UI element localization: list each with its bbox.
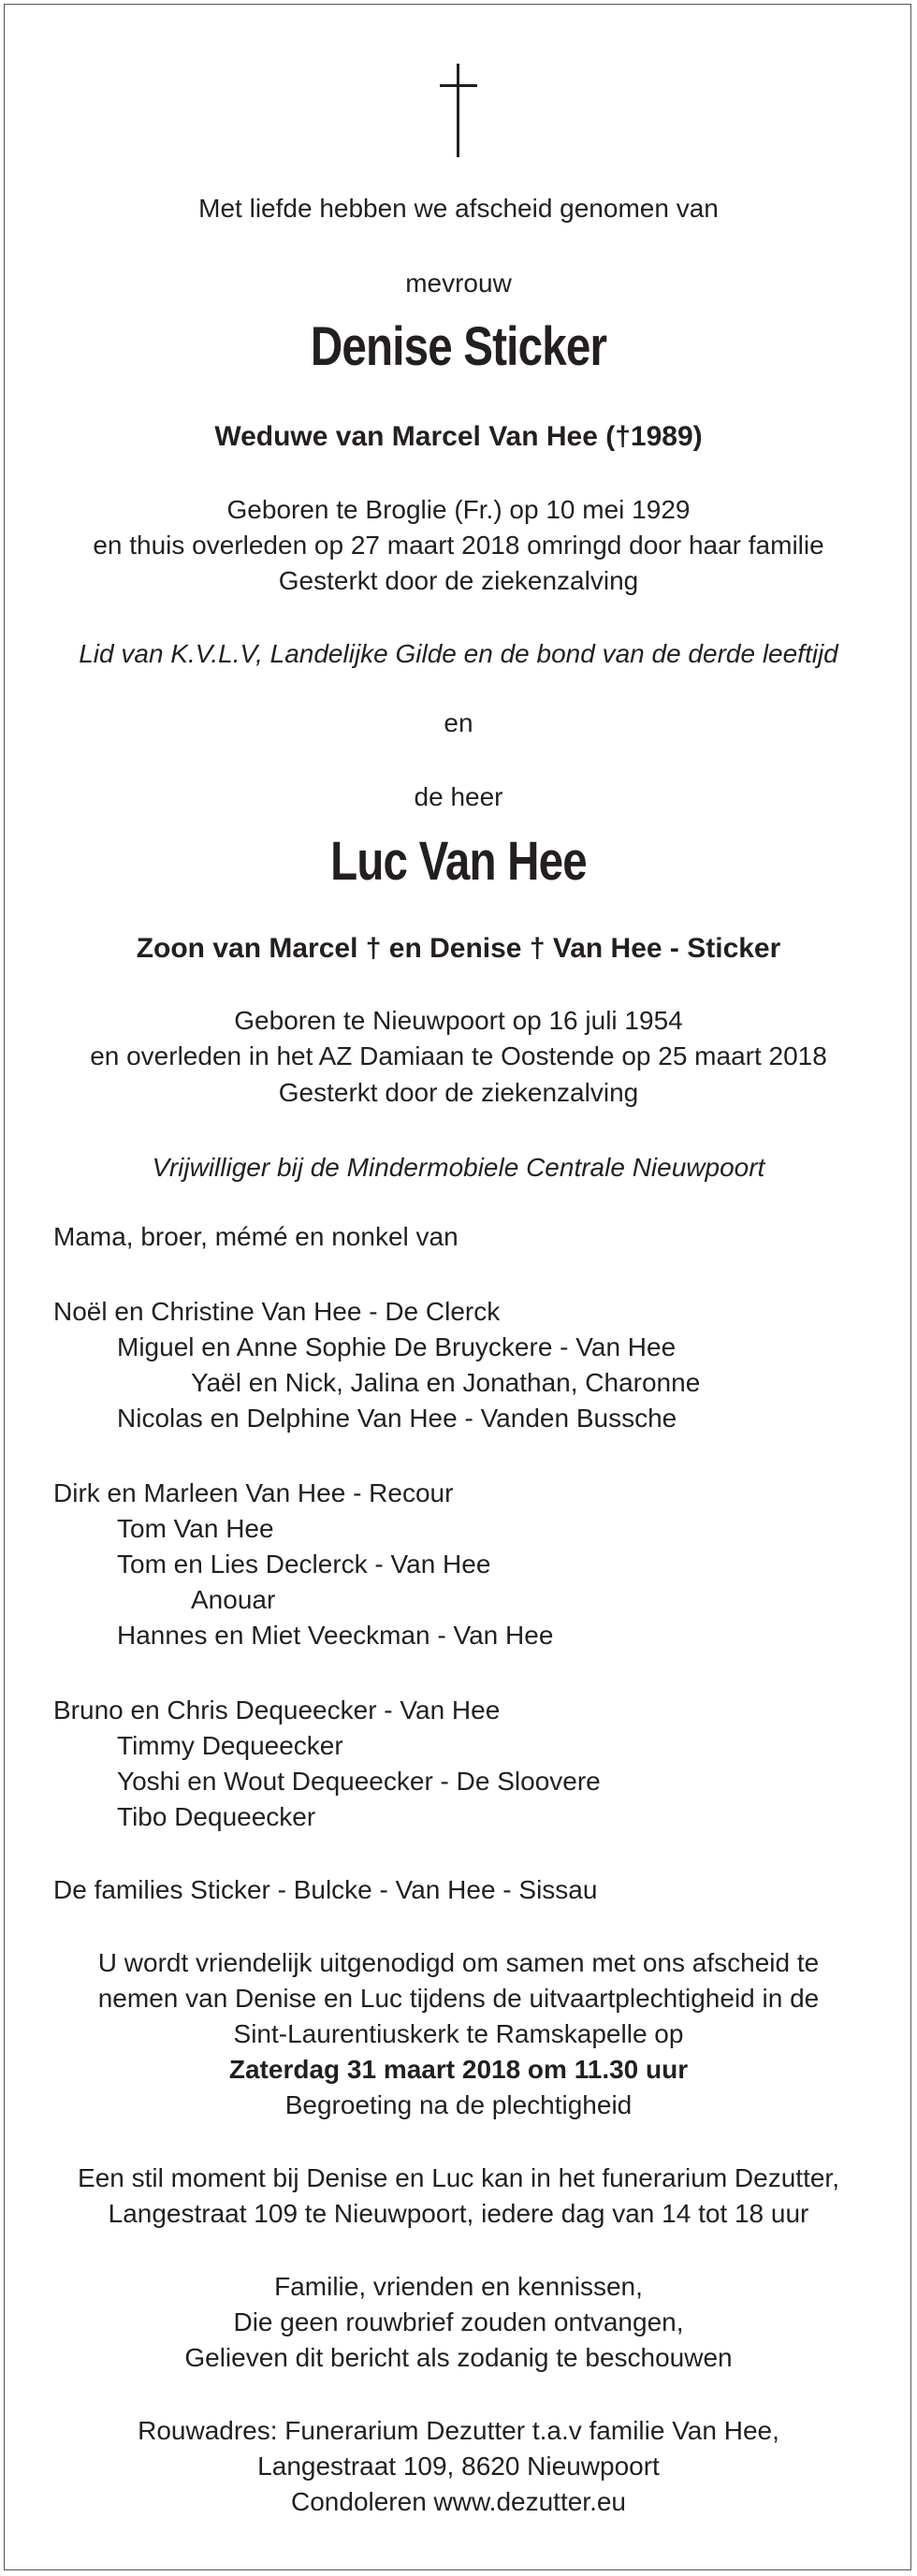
family-member: Timmy Dequeecker	[117, 1731, 343, 1760]
family-member: Bruno en Chris Dequeecker - Van Hee	[53, 1696, 501, 1725]
funeral-home-line: Een stil moment bij Denise en Luc kan in het funerarium Dezutter,	[78, 2163, 839, 2192]
funeral-home-line: Langestraat 109 te Nieuwpoort, iedere dag van 14 tot 18 uur	[108, 2199, 809, 2228]
person1-died: en thuis overleden op 27 maart 2018 omringd door haar familie	[93, 531, 824, 560]
invitation-line: nemen van Denise en Luc tijdens de uitvaartplechtigheid in de	[97, 1984, 820, 2013]
family-member: Hannes en Miet Veeckman - Van Hee	[117, 1621, 554, 1650]
person2-name: Luc Van Hee	[330, 831, 587, 892]
notice-line: Familie, vrienden en kennissen,	[274, 2272, 643, 2301]
family-intro: Mama, broer, mémé en nonkel van	[53, 1222, 458, 1251]
family-member: Tom en Lies Declerck - Van Hee	[117, 1550, 491, 1579]
invitation-line: Sint-Laurentiuskerk te Ramskapelle op	[233, 2019, 684, 2048]
invitation-line: U wordt vriendelijk uitgenodigd om samen met ons afscheid te	[97, 1948, 820, 1977]
greeting-line: Begroeting na de plechtigheid	[284, 2090, 633, 2119]
family-member: Yoshi en Wout Dequeecker - De Sloovere	[117, 1767, 601, 1796]
person1-sacrament: Gesterkt door de ziekenzalving	[278, 566, 639, 595]
address-line: Rouwadres: Funerarium Dezutter t.a.v familie Van Hee,	[138, 2416, 779, 2445]
person2-sacrament: Gesterkt door de ziekenzalving	[278, 1078, 639, 1107]
condolence-link[interactable]: Condoleren www.dezutter.eu	[291, 2487, 626, 2516]
person1-title: mevrouw	[405, 269, 512, 298]
family-member: Tom Van Hee	[117, 1514, 274, 1543]
connector-text: en	[444, 708, 473, 737]
person1-note: Lid van K.V.L.V, Landelijke Gilde en de bond van de derde leeftijd	[79, 639, 838, 668]
person2-died: en overleden in het AZ Damiaan te Oostende op 25 maart 2018	[90, 1041, 827, 1070]
family-member: Dirk en Marleen Van Hee - Recour	[53, 1478, 454, 1507]
family-member: Tibo Dequeecker	[117, 1802, 316, 1831]
notice-line: Gelieven dit bericht als zodanig te beschouwen	[184, 2343, 733, 2372]
funeral-date: Zaterdag 31 maart 2018 om 11.30 uur	[228, 2055, 689, 2084]
notice-line: Die geen rouwbrief zouden ontvangen,	[233, 2307, 684, 2336]
family-member: Nicolas en Delphine Van Hee - Vanden Bussche	[117, 1404, 677, 1433]
person2-born: Geboren te Nieuwpoort op 16 juli 1954	[234, 1006, 683, 1035]
address-line: Langestraat 109, 8620 Nieuwpoort	[257, 2452, 660, 2481]
person1-name: Denise Sticker	[310, 316, 607, 377]
family-member: Noël en Christine Van Hee - De Clerck	[53, 1297, 501, 1326]
cross-icon	[436, 64, 481, 157]
person1-born: Geboren te Broglie (Fr.) op 10 mei 1929	[226, 495, 691, 524]
person2-note: Vrijwilliger bij de Mindermobiele Centrale Nieuwpoort	[152, 1153, 765, 1182]
person2-title: de heer	[414, 782, 503, 811]
family-member: Yaël en Nick, Jalina en Jonathan, Charonne	[191, 1368, 701, 1397]
person1-subtitle: Weduwe van Marcel Van Hee (†1989)	[214, 421, 703, 452]
family-member: Miguel en Anne Sophie De Bruyckere - Van Hee	[117, 1332, 677, 1361]
intro-text: Met liefde hebben we afscheid genomen van	[198, 194, 719, 223]
person2-subtitle: Zoon van Marcel † en Denise † Van Hee - Sticker	[136, 933, 781, 964]
family-member: Anouar	[191, 1585, 276, 1614]
families-line: De families Sticker - Bulcke - Van Hee - Sissau	[53, 1875, 598, 1904]
